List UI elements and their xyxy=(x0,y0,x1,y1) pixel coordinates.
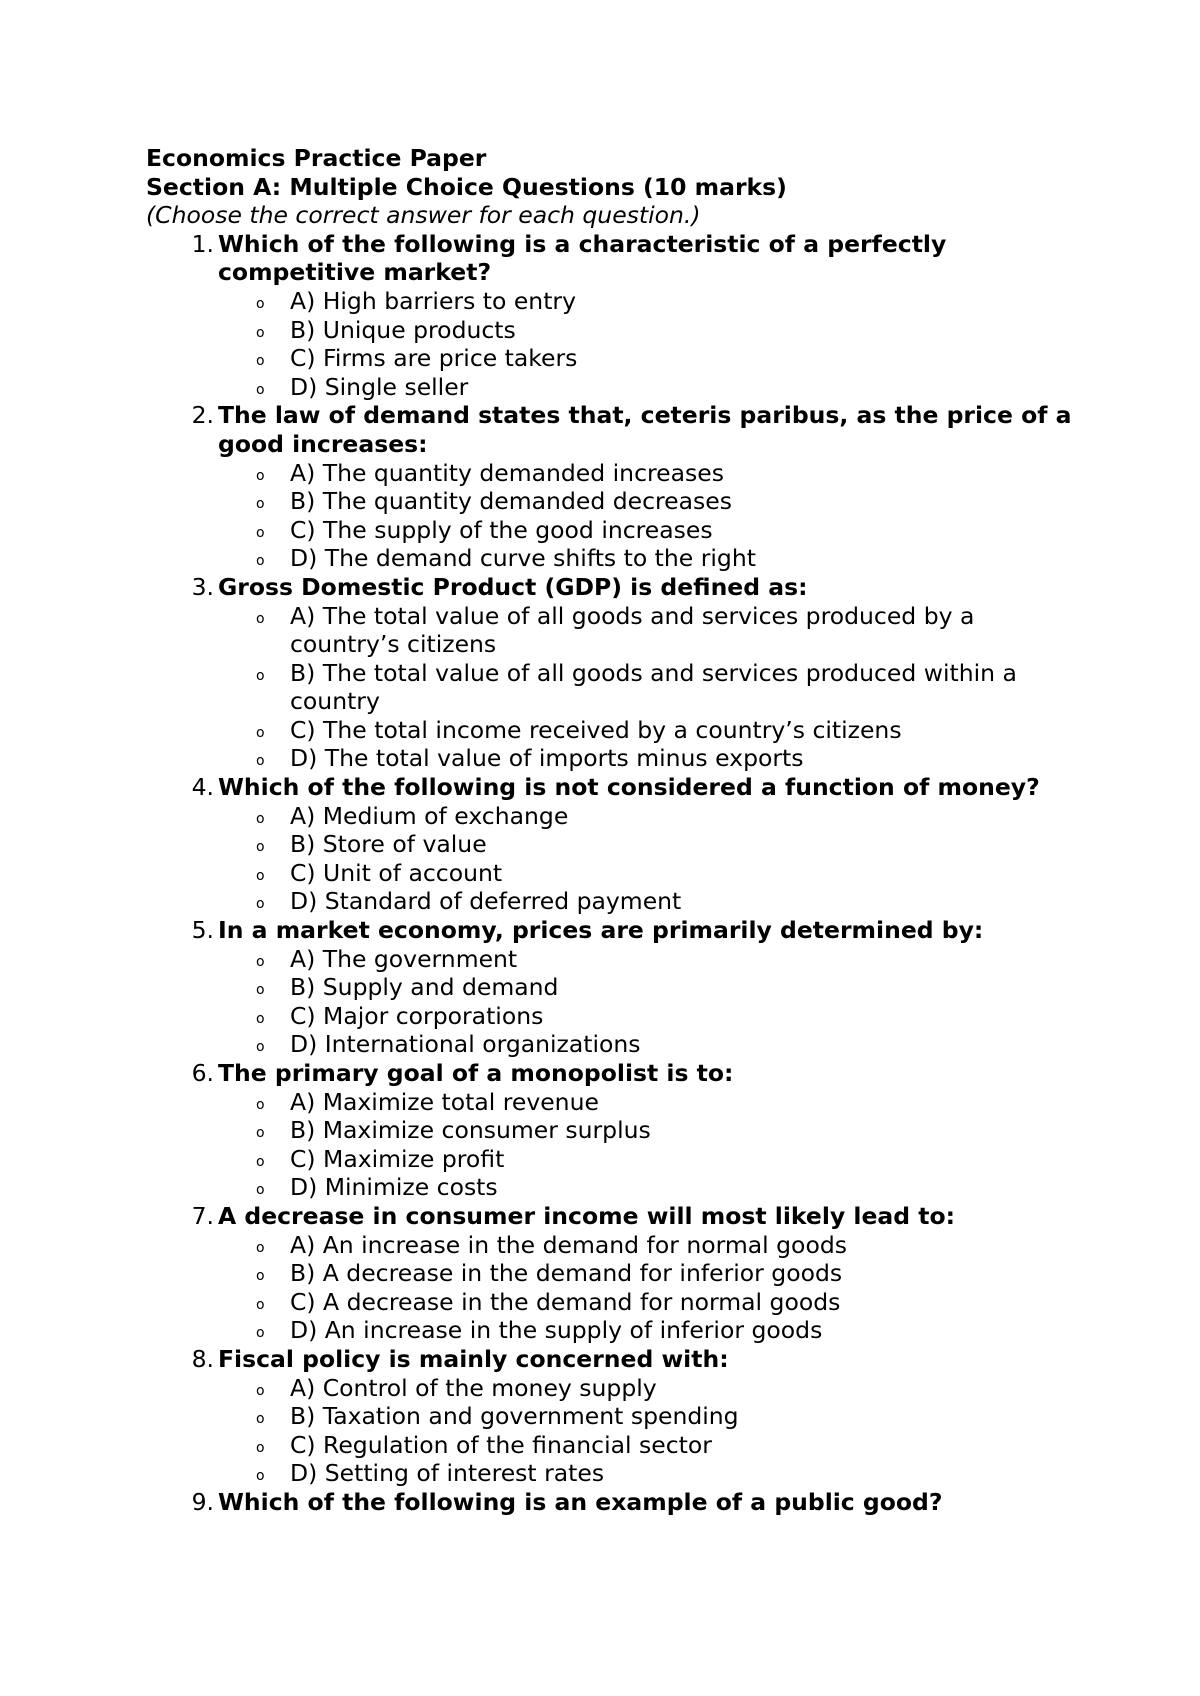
answer-option xyxy=(218,1145,1076,1174)
option-text: A) Control of the money supply xyxy=(290,1373,657,1402)
answer-option xyxy=(218,659,1076,716)
answer-option xyxy=(218,487,1076,516)
option-text: A) The government xyxy=(290,944,518,973)
option-text: A) High barriers to entry xyxy=(290,286,576,315)
question-item xyxy=(146,573,1076,773)
option-text: D) International organizations xyxy=(290,1030,641,1059)
answer-option xyxy=(218,344,1076,373)
question-number: 4. xyxy=(191,773,214,802)
answer-option xyxy=(218,802,1076,831)
answer-option xyxy=(218,1431,1076,1460)
question-number: 3. xyxy=(191,572,214,601)
answer-option xyxy=(218,716,1076,745)
circle-bullet-icon: o xyxy=(256,953,265,970)
option-text: A) The total value of all goods and services produced by a country’s citizens xyxy=(290,601,975,659)
option-text: B) Supply and demand xyxy=(290,973,559,1002)
circle-bullet-icon: o xyxy=(256,867,265,884)
question-number: 2. xyxy=(191,401,214,430)
circle-bullet-icon: o xyxy=(256,753,265,770)
circle-bullet-icon: o xyxy=(256,724,265,741)
circle-bullet-icon: o xyxy=(256,982,265,999)
option-text: D) The total value of imports minus exports xyxy=(290,744,804,773)
question-item xyxy=(146,1202,1076,1345)
option-text: C) A decrease in the demand for normal goods xyxy=(290,1287,841,1316)
circle-bullet-icon: o xyxy=(256,1039,265,1056)
paper-title: Economics Practice Paper xyxy=(146,144,487,172)
option-list xyxy=(218,602,1076,774)
question-text: Which of the following is not considered a function of money? xyxy=(218,773,1040,802)
answer-option xyxy=(218,459,1076,488)
answer-option xyxy=(218,1116,1076,1145)
circle-bullet-icon: o xyxy=(256,1296,265,1313)
answer-option xyxy=(218,973,1076,1002)
circle-bullet-icon: o xyxy=(256,1325,265,1342)
circle-bullet-icon: o xyxy=(256,1411,265,1428)
circle-bullet-icon: o xyxy=(256,839,265,856)
instructions-text: (Choose the correct answer for each question.) xyxy=(146,201,701,230)
option-text: C) The total income received by a country’s citizens xyxy=(290,715,902,744)
option-list xyxy=(218,1088,1076,1202)
answer-option xyxy=(218,516,1076,545)
answer-option xyxy=(218,1402,1076,1431)
circle-bullet-icon: o xyxy=(256,295,265,312)
option-text: A) Maximize total revenue xyxy=(290,1087,599,1116)
answer-option xyxy=(218,887,1076,916)
option-text: D) Single seller xyxy=(290,372,469,401)
question-text: A decrease in consumer income will most likely lead to: xyxy=(218,1201,956,1230)
option-list xyxy=(218,287,1076,401)
answer-option xyxy=(218,1173,1076,1202)
option-text: B) Unique products xyxy=(290,315,516,344)
question-number: 9. xyxy=(191,1487,214,1516)
circle-bullet-icon: o xyxy=(256,381,265,398)
option-text: D) An increase in the supply of inferior goods xyxy=(290,1316,823,1345)
question-text: In a market economy, prices are primarily determined by: xyxy=(218,916,984,945)
circle-bullet-icon: o xyxy=(256,1153,265,1170)
question-number: 5. xyxy=(191,916,214,945)
answer-option xyxy=(218,859,1076,888)
circle-bullet-icon: o xyxy=(256,1182,265,1199)
answer-option xyxy=(218,373,1076,402)
circle-bullet-icon: o xyxy=(256,496,265,513)
question-text: Fiscal policy is mainly concerned with: xyxy=(218,1344,729,1373)
circle-bullet-icon: o xyxy=(256,1268,265,1285)
question-item xyxy=(146,230,1076,402)
option-list xyxy=(218,1374,1076,1488)
circle-bullet-icon: o xyxy=(256,810,265,827)
answer-option xyxy=(218,1316,1076,1345)
answer-option xyxy=(218,744,1076,773)
option-text: B) The total value of all goods and services produced within a country xyxy=(290,658,1017,716)
option-text: D) The demand curve shifts to the right xyxy=(290,544,756,573)
option-text: D) Standard of deferred payment xyxy=(290,887,682,916)
answer-option xyxy=(218,830,1076,859)
answer-option xyxy=(218,1231,1076,1260)
option-list xyxy=(218,459,1076,573)
circle-bullet-icon: o xyxy=(256,353,265,370)
option-list xyxy=(218,1231,1076,1345)
option-text: C) Regulation of the financial sector xyxy=(290,1430,712,1459)
option-text: C) Firms are price takers xyxy=(290,344,578,373)
answer-option xyxy=(218,1459,1076,1488)
question-text: The primary goal of a monopolist is to: xyxy=(218,1059,734,1087)
question-number: 6. xyxy=(191,1059,214,1087)
circle-bullet-icon: o xyxy=(256,1096,265,1113)
question-item xyxy=(146,1059,1076,1202)
question-text: Gross Domestic Product (GDP) is defined as: xyxy=(218,572,808,601)
question-item xyxy=(146,1488,1076,1517)
section-heading: Section A: Multiple Choice Questions (10 marks) xyxy=(146,172,787,201)
question-number: 8. xyxy=(191,1344,214,1373)
option-text: B) A decrease in the demand for inferior goods xyxy=(290,1259,843,1288)
question-number: 1. xyxy=(191,229,214,258)
circle-bullet-icon: o xyxy=(256,1125,265,1142)
option-text: C) The supply of the good increases xyxy=(290,515,713,544)
answer-option xyxy=(218,1088,1076,1117)
option-text: B) Maximize consumer surplus xyxy=(290,1116,651,1145)
answer-option xyxy=(218,1259,1076,1288)
document-page xyxy=(146,144,1076,1517)
question-text: The law of demand states that, ceteris paribus, as the price of a good increases: xyxy=(218,401,1072,458)
question-item xyxy=(146,1345,1076,1488)
question-item xyxy=(146,916,1076,1059)
answer-option xyxy=(218,544,1076,573)
circle-bullet-icon: o xyxy=(256,667,265,684)
option-text: B) Taxation and government spending xyxy=(290,1402,739,1431)
answer-option xyxy=(218,316,1076,345)
answer-option xyxy=(218,1030,1076,1059)
circle-bullet-icon: o xyxy=(256,1439,265,1456)
question-item xyxy=(146,401,1076,573)
question-list xyxy=(146,230,1076,1517)
answer-option xyxy=(218,945,1076,974)
question-text: Which of the following is an example of a public good? xyxy=(218,1487,943,1516)
circle-bullet-icon: o xyxy=(256,1239,265,1256)
answer-option xyxy=(218,1288,1076,1317)
circle-bullet-icon: o xyxy=(256,467,265,484)
question-item xyxy=(146,773,1076,916)
option-text: A) An increase in the demand for normal goods xyxy=(290,1230,847,1259)
circle-bullet-icon: o xyxy=(256,553,265,570)
question-number: 7. xyxy=(191,1201,214,1230)
option-text: A) Medium of exchange xyxy=(290,801,569,830)
option-text: C) Major corporations xyxy=(290,1001,544,1030)
answer-option xyxy=(218,1374,1076,1403)
circle-bullet-icon: o xyxy=(256,524,265,541)
answer-option xyxy=(218,287,1076,316)
circle-bullet-icon: o xyxy=(256,896,265,913)
option-list xyxy=(218,945,1076,1059)
option-text: C) Unit of account xyxy=(290,858,503,887)
option-text: B) Store of value xyxy=(290,830,487,859)
answer-option xyxy=(218,1002,1076,1031)
circle-bullet-icon: o xyxy=(256,324,265,341)
option-text: D) Minimize costs xyxy=(290,1173,498,1202)
option-list xyxy=(218,802,1076,916)
option-text: A) The quantity demanded increases xyxy=(290,458,724,487)
option-text: C) Maximize profit xyxy=(290,1144,505,1173)
circle-bullet-icon: o xyxy=(256,1010,265,1027)
option-text: D) Setting of interest rates xyxy=(290,1459,605,1488)
answer-option xyxy=(218,602,1076,659)
circle-bullet-icon: o xyxy=(256,1468,265,1485)
question-text: Which of the following is a characteristic of a perfectly competitive market? xyxy=(218,229,947,287)
option-text: B) The quantity demanded decreases xyxy=(290,487,732,516)
circle-bullet-icon: o xyxy=(256,1382,265,1399)
circle-bullet-icon: o xyxy=(256,610,265,627)
